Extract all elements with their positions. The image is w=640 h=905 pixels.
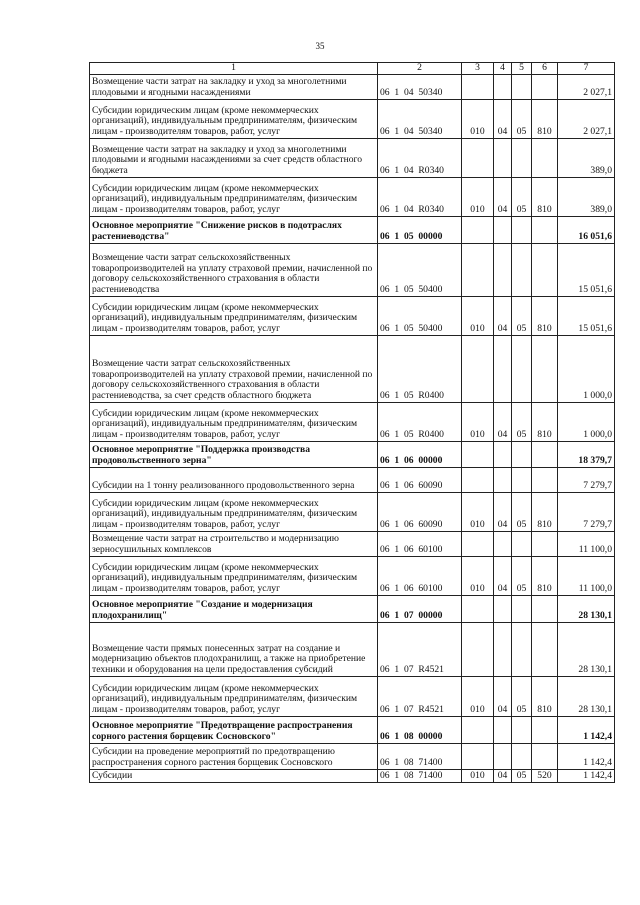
page-number: 35 [315,41,325,51]
table-row [90,75,615,100]
row-col6-cell: 810 [532,493,558,532]
table-row [90,468,615,493]
row-col5-cell [512,139,532,178]
table-row [90,178,615,217]
row-col5-cell [512,75,532,100]
row-code-cell: 06 1 06 60100 [378,532,462,557]
row-amount-cell: 1 000,0 [558,403,615,442]
column-header-2: 2 [378,63,462,75]
row-col6-cell [532,717,558,744]
row-code-cell: 06 1 04 50340 [378,75,462,100]
row-col4-cell [494,717,512,744]
row-name-cell: Субсидии юридическим лицам (кроме некоммерческих организаций), индивидуальным предпринимателям, физическим лицам - производителям товаров, работ, услуг [90,493,378,532]
table-row [90,557,615,596]
row-col6-cell: 810 [532,677,558,717]
row-code-cell: 06 1 06 60090 [378,468,462,493]
row-col5-cell [512,717,532,744]
row-col4-cell [494,75,512,100]
table-row [90,100,615,139]
row-col3-cell [462,217,494,244]
row-code-cell: 06 1 05 R0400 [378,403,462,442]
row-col5-cell: 05 [512,557,532,596]
row-col4-cell: 04 [494,403,512,442]
row-amount-cell: 2 027,1 [558,75,615,100]
row-name-cell: Субсидии юридическим лицам (кроме некоммерческих организаций), индивидуальным предпринимателям, физическим лицам - производителям товаров, работ, услуг [90,178,378,217]
column-header-6: 6 [532,63,558,75]
row-col4-cell [494,336,512,403]
row-amount-cell: 15 051,6 [558,297,615,336]
row-col4-cell: 04 [494,493,512,532]
row-col6-cell [532,744,558,770]
row-amount-cell: 18 379,7 [558,442,615,468]
row-col3-cell [462,596,494,623]
row-col6-cell [532,596,558,623]
row-amount-cell: 1 000,0 [558,336,615,403]
table-row [90,244,615,297]
row-col4-cell: 04 [494,178,512,217]
table-row [90,596,615,623]
row-name-cell: Субсидии юридическим лицам (кроме некоммерческих организаций), индивидуальным предпринимателям, физическим лицам - производителям товаров, работ, услуг [90,557,378,596]
row-col4-cell: 04 [494,100,512,139]
row-col4-cell [494,442,512,468]
row-col3-cell [462,468,494,493]
row-col5-cell [512,623,532,677]
row-code-cell: 06 1 04 50340 [378,100,462,139]
row-code-cell: 06 1 05 50400 [378,297,462,336]
row-col4-cell [494,623,512,677]
row-amount-cell: 1 142,4 [558,744,615,770]
row-col6-cell: 810 [532,100,558,139]
row-col3-cell: 010 [462,178,494,217]
row-col5-cell: 05 [512,493,532,532]
row-col3-cell [462,336,494,403]
row-col3-cell [462,532,494,557]
row-col6-cell: 810 [532,178,558,217]
budget-table [89,62,615,783]
row-amount-cell: 15 051,6 [558,244,615,297]
row-amount-cell: 1 142,4 [558,770,615,783]
row-col6-cell [532,623,558,677]
row-col5-cell [512,442,532,468]
row-amount-cell: 2 027,1 [558,100,615,139]
row-code-cell: 06 1 08 71400 [378,770,462,783]
row-col5-cell: 05 [512,100,532,139]
row-col4-cell [494,139,512,178]
row-col4-cell [494,744,512,770]
row-col3-cell: 010 [462,557,494,596]
row-col4-cell: 04 [494,297,512,336]
row-col5-cell [512,532,532,557]
row-col6-cell: 810 [532,403,558,442]
row-name-cell: Основное мероприятие "Предотвращение распространения сорного растения борщевик Сосновского" [90,717,378,744]
row-col5-cell [512,336,532,403]
row-col4-cell [494,468,512,493]
row-col4-cell [494,532,512,557]
row-col3-cell: 010 [462,297,494,336]
row-col6-cell: 810 [532,557,558,596]
table-row [90,493,615,532]
table-row [90,403,615,442]
row-col5-cell [512,217,532,244]
row-col3-cell [462,244,494,297]
row-amount-cell: 28 130,1 [558,623,615,677]
row-col3-cell: 010 [462,770,494,783]
table-row [90,442,615,468]
row-col6-cell [532,468,558,493]
table-header-row [90,63,615,75]
row-name-cell: Субсидии юридическим лицам (кроме некоммерческих организаций), индивидуальным предпринимателям, физическим лицам - производителям товаров, работ, услуг [90,403,378,442]
row-col3-cell [462,717,494,744]
row-col4-cell: 04 [494,557,512,596]
row-amount-cell: 28 130,1 [558,596,615,623]
row-name-cell: Возмещение части затрат сельскохозяйственных товаропроизводителей на уплату страховой премии, начисленной по договору сельскохозяйственного страхования в области растениеводства, за счет средств областного бюджета [90,336,378,403]
row-code-cell: 06 1 06 60090 [378,493,462,532]
row-amount-cell: 11 100,0 [558,532,615,557]
column-header-3: 3 [462,63,494,75]
row-col4-cell: 04 [494,677,512,717]
row-col5-cell: 05 [512,770,532,783]
row-col6-cell [532,139,558,178]
row-code-cell: 06 1 05 50400 [378,244,462,297]
row-name-cell: Субсидии юридическим лицам (кроме некоммерческих организаций), индивидуальным предпринимателям, физическим лицам - производителям товаров, работ, услуг [90,677,378,717]
row-col3-cell [462,139,494,178]
row-col4-cell [494,596,512,623]
row-name-cell: Основное мероприятие "Поддержка производства продовольственного зерна" [90,442,378,468]
row-name-cell: Возмещение части затрат на закладку и уход за многолетними плодовыми и ягодными насаждениями [90,75,378,100]
row-amount-cell: 28 130,1 [558,677,615,717]
row-col4-cell: 04 [494,770,512,783]
row-col6-cell [532,532,558,557]
row-code-cell: 06 1 05 R0400 [378,336,462,403]
table-row [90,139,615,178]
row-amount-cell: 389,0 [558,178,615,217]
row-col5-cell: 05 [512,403,532,442]
row-col5-cell [512,596,532,623]
row-code-cell: 06 1 04 R0340 [378,139,462,178]
row-col6-cell [532,75,558,100]
row-col4-cell [494,244,512,297]
row-name-cell: Возмещение части прямых понесенных затрат на создание и модернизацию объектов плодохранилищ, а также на приобретение техники и оборудования на цели предоставления субсидий [90,623,378,677]
row-code-cell: 06 1 07 00000 [378,596,462,623]
row-col3-cell [462,75,494,100]
row-col3-cell [462,442,494,468]
row-code-cell: 06 1 06 60100 [378,557,462,596]
row-name-cell: Субсидии на 1 тонну реализованного продовольственного зерна [90,468,378,493]
table-row [90,336,615,403]
row-col3-cell [462,623,494,677]
row-code-cell: 06 1 04 R0340 [378,178,462,217]
row-col4-cell [494,217,512,244]
row-amount-cell: 7 279,7 [558,468,615,493]
column-header-5: 5 [512,63,532,75]
row-name-cell: Субсидии на проведение мероприятий по предотвращению распространения сорного растения борщевик Сосновского [90,744,378,770]
row-amount-cell: 1 142,4 [558,717,615,744]
row-amount-cell: 16 051,6 [558,217,615,244]
row-col5-cell: 05 [512,677,532,717]
table-row [90,532,615,557]
row-name-cell: Субсидии юридическим лицам (кроме некоммерческих организаций), индивидуальным предпринимателям, физическим лицам - производителям товаров, работ, услуг [90,100,378,139]
row-col5-cell [512,744,532,770]
row-name-cell: Возмещение части затрат на строительство и модернизацию зерносушильных комплексов [90,532,378,557]
row-code-cell: 06 1 08 71400 [378,744,462,770]
row-col5-cell: 05 [512,297,532,336]
row-col6-cell [532,217,558,244]
row-col3-cell [462,744,494,770]
row-col5-cell [512,244,532,297]
row-col6-cell [532,336,558,403]
row-code-cell: 06 1 06 00000 [378,442,462,468]
row-name-cell: Субсидии юридическим лицам (кроме некоммерческих организаций), индивидуальным предпринимателям, физическим лицам - производителям товаров, работ, услуг [90,297,378,336]
row-code-cell: 06 1 08 00000 [378,717,462,744]
column-header-7: 7 [558,63,615,75]
row-amount-cell: 389,0 [558,139,615,178]
row-amount-cell: 11 100,0 [558,557,615,596]
table-row [90,623,615,677]
row-name-cell: Основное мероприятие "Создание и модернизация плодохранилищ" [90,596,378,623]
row-col3-cell: 010 [462,493,494,532]
row-name-cell: Возмещение части затрат на закладку и уход за многолетними плодовыми и ягодными насаждениями за счет средств областного бюджета [90,139,378,178]
row-col6-cell: 810 [532,297,558,336]
table-row [90,217,615,244]
table-row [90,297,615,336]
table-row [90,677,615,717]
row-name-cell: Возмещение части затрат сельскохозяйственных товаропроизводителей на уплату страховой премии, начисленной по договору сельскохозяйственного страхования в области растениеводства [90,244,378,297]
column-header-1: 1 [90,63,378,75]
row-col5-cell [512,468,532,493]
row-col6-cell [532,442,558,468]
row-col3-cell: 010 [462,403,494,442]
row-code-cell: 06 1 05 00000 [378,217,462,244]
row-amount-cell: 7 279,7 [558,493,615,532]
column-header-4: 4 [494,63,512,75]
row-col6-cell [532,244,558,297]
row-col6-cell: 520 [532,770,558,783]
table-row [90,744,615,770]
table-row [90,717,615,744]
row-name-cell: Субсидии [90,770,378,783]
row-name-cell: Основное мероприятие "Снижение рисков в подотраслях растениеводства" [90,217,378,244]
row-col3-cell: 010 [462,677,494,717]
row-code-cell: 06 1 07 R4521 [378,623,462,677]
table-row [90,770,615,783]
row-col5-cell: 05 [512,178,532,217]
row-col3-cell: 010 [462,100,494,139]
row-code-cell: 06 1 07 R4521 [378,677,462,717]
